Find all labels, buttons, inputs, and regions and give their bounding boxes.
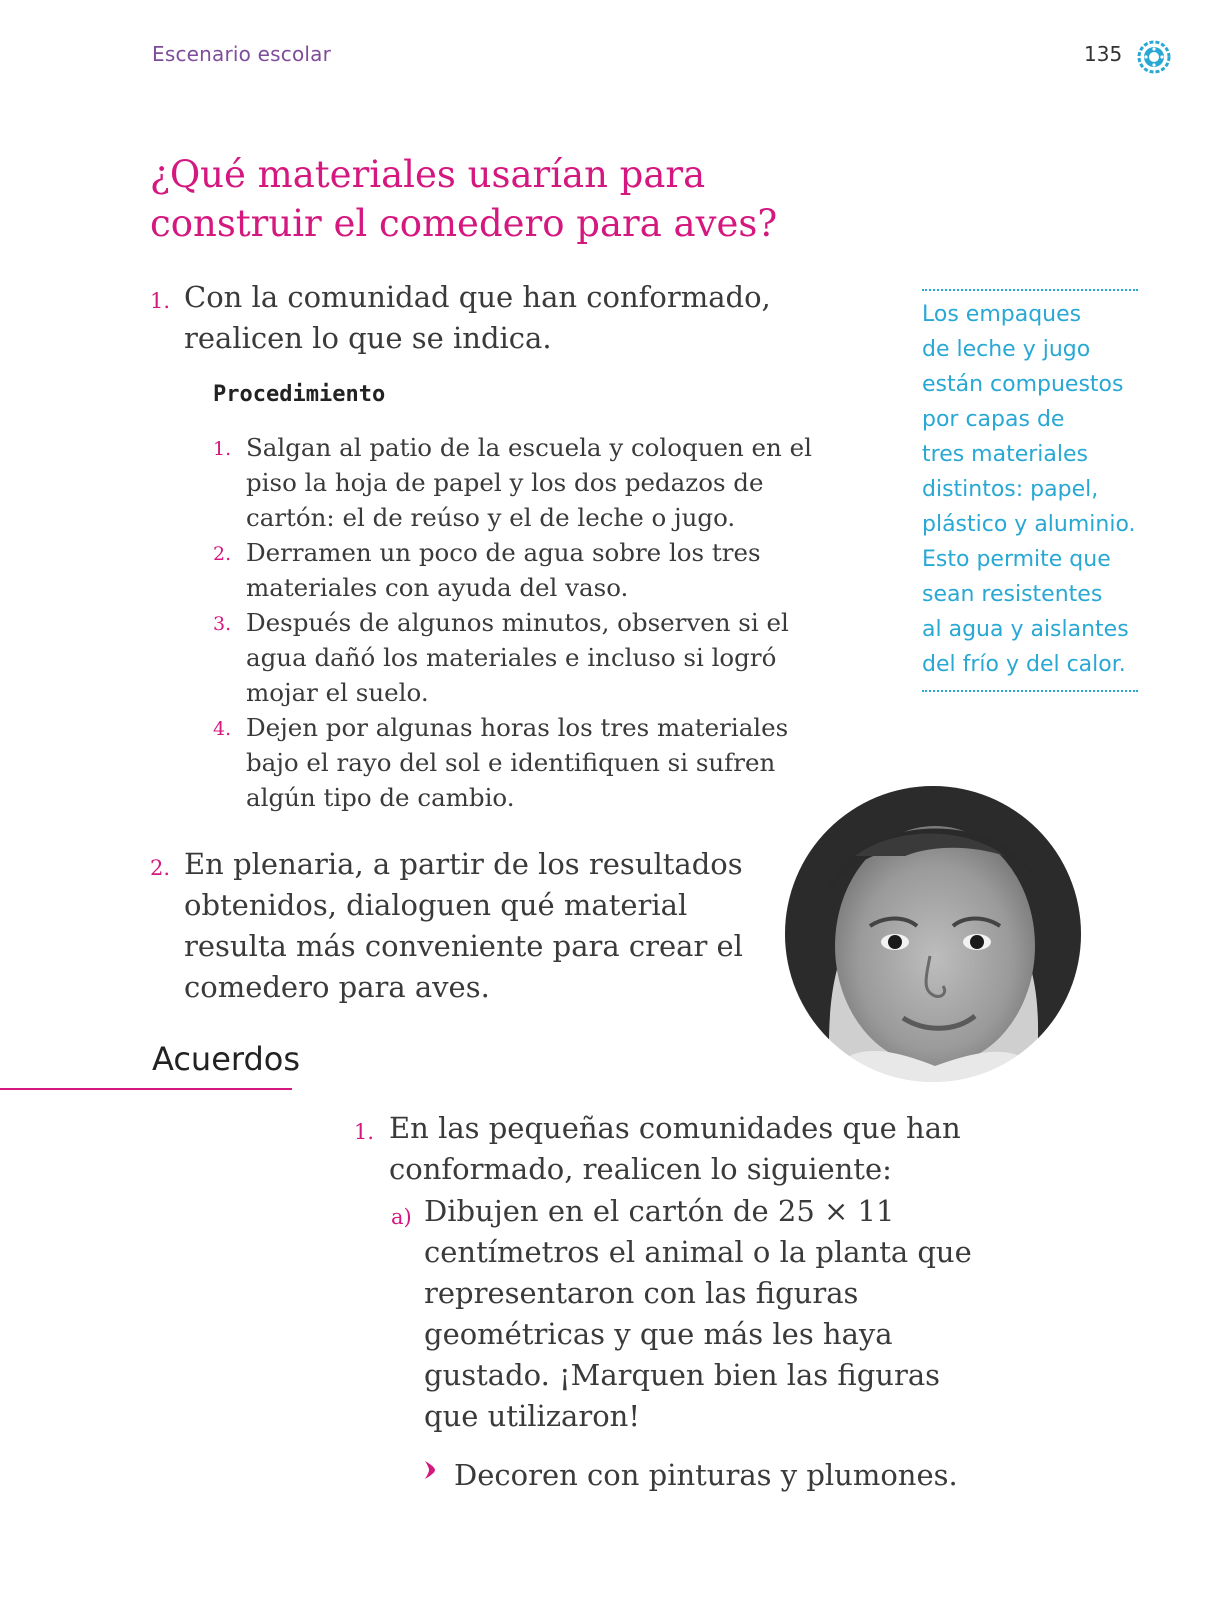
sidebar-line: Los empaques xyxy=(922,302,1082,327)
sidebar-line: de leche y jugo xyxy=(922,337,1091,362)
step-number: 2. xyxy=(150,856,171,880)
sidebar-line: del frío y del calor. xyxy=(922,652,1126,677)
info-sidebar xyxy=(922,289,1138,692)
girl-portrait-photo xyxy=(785,786,1081,1082)
sidebar-line: tres materiales xyxy=(922,442,1088,467)
sidebar-line: Esto permite que xyxy=(922,547,1111,572)
procedure-item xyxy=(213,535,813,605)
procedure-text: Derramen un poco de agua sobre los tres materiales con ayuda del vaso. xyxy=(246,538,761,602)
heading-underline xyxy=(0,1088,292,1090)
sidebar-line: distintos: papel, xyxy=(922,477,1099,502)
procedure-item xyxy=(213,430,813,535)
acuerdos-item-1 xyxy=(354,1108,994,1190)
chevron-bullet-icon xyxy=(424,1459,436,1481)
running-header: Escenario escolar xyxy=(152,42,332,66)
sidebar-line: plástico y aluminio. xyxy=(922,512,1136,537)
subitem-label: a) xyxy=(391,1205,412,1229)
sidebar-line: por capas de xyxy=(922,407,1065,432)
acuerdos-heading: Acuerdos xyxy=(152,1040,301,1078)
procedure-heading: Procedimiento xyxy=(213,382,386,407)
sidebar-line: sean resistentes xyxy=(922,582,1103,607)
page-title: ¿Qué materiales usarían para construir el comedero para aves? xyxy=(150,153,778,245)
sidebar-line: están compuestos xyxy=(922,372,1124,397)
step-number: 1. xyxy=(354,1120,375,1144)
page-number: 135 xyxy=(1084,42,1123,66)
procedure-number: 4. xyxy=(213,718,232,740)
procedure-list xyxy=(213,430,813,815)
acuerdos-subitem-a xyxy=(391,1191,991,1437)
procedure-text: Después de algunos minutos, observen si el agua dañó los materiales e incluso si logró mojar el suelo. xyxy=(246,608,789,707)
procedure-text: Dejen por algunas horas los tres materiales bajo el rayo del sol e identifiquen si sufren algún tipo de cambio. xyxy=(246,713,789,812)
activity-step-2 xyxy=(150,844,770,1008)
flower-badge-icon xyxy=(1137,40,1171,74)
procedure-item xyxy=(213,710,813,815)
procedure-item xyxy=(213,605,813,710)
step-text: En plenaria, a partir de los resultados obtenidos, dialoguen qué material resulta más conveniente para crear el comedero para aves. xyxy=(184,847,743,1004)
step-number: 1. xyxy=(150,289,171,313)
acuerdos-bullet xyxy=(424,1455,1024,1496)
procedure-number: 3. xyxy=(213,613,232,635)
procedure-number: 2. xyxy=(213,543,232,565)
procedure-text: Salgan al patio de la escuela y coloquen en el piso la hoja de papel y los dos pedazos de cartón: el de reúso y el de leche o jugo. xyxy=(246,433,812,532)
bullet-text: Decoren con pinturas y plumones. xyxy=(454,1458,958,1492)
subitem-text: Dibujen en el cartón de 25 × 11 centímetros el animal o la planta que representaron con las figuras geométricas y que más les haya gustado. ¡Marquen bien las figuras que utilizaron! xyxy=(424,1194,972,1433)
activity-step-1 xyxy=(150,277,790,359)
step-text: Con la comunidad que han conformado, realicen lo que se indica. xyxy=(184,280,771,355)
sidebar-line: al agua y aislantes xyxy=(922,617,1129,642)
step-text: En las pequeñas comunidades que han conformado, realicen lo siguiente: xyxy=(389,1111,961,1186)
procedure-number: 1. xyxy=(213,438,232,460)
